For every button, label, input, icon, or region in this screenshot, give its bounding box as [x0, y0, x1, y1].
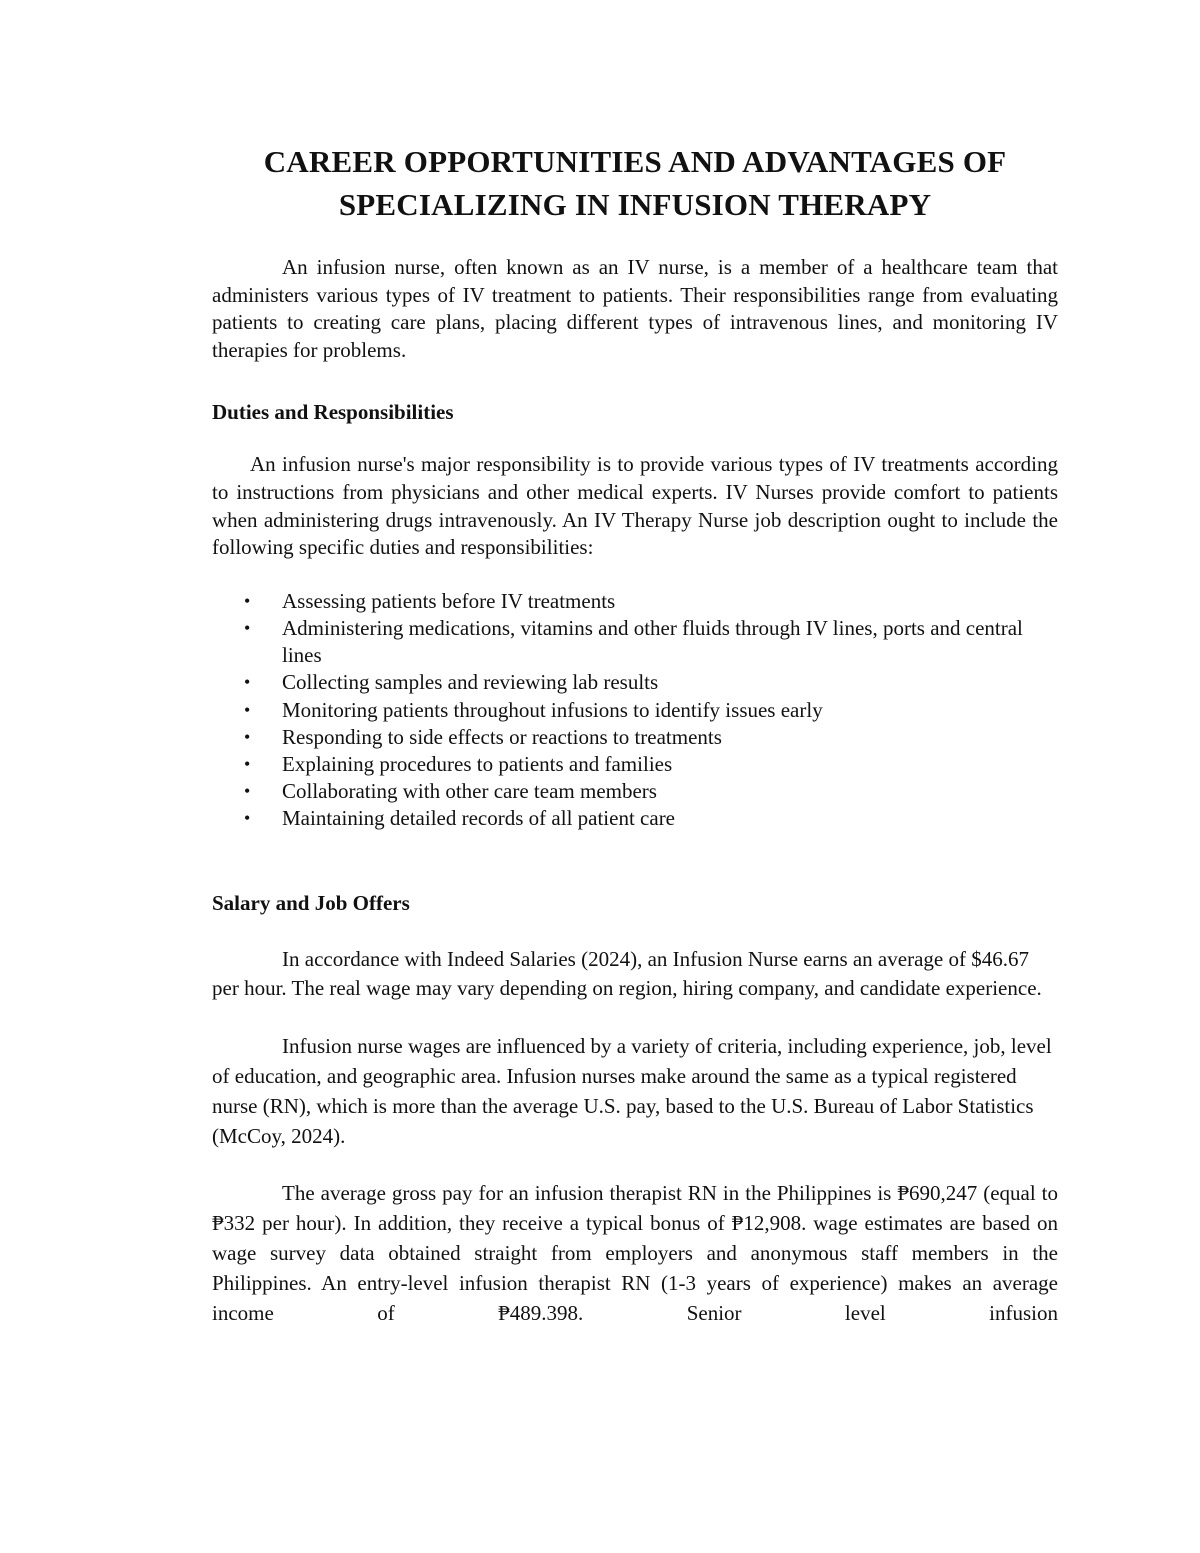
salary-heading: Salary and Job Offers	[212, 890, 410, 915]
title-line-1: CAREER OPPORTUNITIES AND ADVANTAGES OF	[263, 144, 1007, 179]
list-item	[212, 588, 1058, 615]
list-item-text: Collaborating with other care team members	[282, 779, 657, 804]
salary-paragraph-3: The average gross pay for an infusion therapist RN in the Philippines is ₱690,247 (equal to ₱332 per hour). In addition, they receive a typical bonus of ₱12,908. wage estimates are based on wage survey data obtained straight from employers and anonymous staff members in the Philippines. An entry-level infusion therapist RN (1-3 years of experience) makes an average income of ₱489.398. Senior level infusion	[212, 1181, 1058, 1325]
duties-list	[212, 588, 1058, 833]
page-title	[212, 140, 1058, 226]
list-item	[212, 724, 1058, 751]
list-item	[212, 778, 1058, 805]
bullet-icon: •	[244, 672, 251, 693]
salary-paragraph-1: In accordance with Indeed Salaries (2024), an Infusion Nurse earns an average of $46.67 per hour. The real wage may vary depending on region, hiring company, and candidate experience.	[212, 946, 1042, 1001]
bullet-icon: •	[244, 808, 251, 829]
bullet-icon: •	[244, 699, 251, 720]
bullet-icon: •	[244, 781, 251, 802]
list-item-text: Maintaining detailed records of all patient care	[282, 806, 676, 831]
list-item-text: Monitoring patients throughout infusions to identify issues early	[282, 697, 823, 722]
bullet-icon: •	[244, 590, 251, 611]
list-item	[212, 751, 1058, 778]
list-item	[212, 805, 1058, 832]
list-item	[212, 697, 1058, 724]
duties-heading: Duties and Responsibilities	[212, 400, 454, 425]
bullet-icon: •	[244, 726, 251, 747]
bullet-icon: •	[244, 617, 251, 638]
document-page	[212, 140, 1058, 1328]
list-item	[212, 669, 1058, 696]
title-line-2: SPECIALIZING IN INFUSION THERAPY	[338, 187, 932, 222]
list-item	[212, 615, 1058, 669]
list-item-text: Assessing patients before IV treatments	[282, 588, 616, 613]
list-item-text: Responding to side effects or reactions to treatments	[282, 724, 722, 749]
list-item-text: Administering medications, vitamins and other fluids through IV lines, ports and central lines	[282, 615, 1023, 668]
list-item-text: Collecting samples and reviewing lab results	[282, 670, 659, 695]
bullet-icon: •	[244, 753, 251, 774]
salary-paragraph-2: Infusion nurse wages are influenced by a variety of criteria, including experience, job, level of education, and geographic area. Infusion nurses make around the same as a typical registered nurse (RN), which is more than the average U.S. pay, based to the U.S. Bureau of Labor Statistics (McCoy, 2024).	[212, 1034, 1052, 1148]
duties-paragraph: An infusion nurse's major responsibility is to provide various types of IV treatments according to instructions from physicians and other medical experts. IV Nurses provide comfort to patients when administering drugs intravenously. An IV Therapy Nurse job description ought to include the following specific duties and responsibilities:	[212, 452, 1058, 560]
list-item-text: Explaining procedures to patients and families	[282, 751, 673, 776]
intro-paragraph: An infusion nurse, often known as an IV nurse, is a member of a healthcare team that administers various types of IV treatment to patients. Their responsibilities range from evaluating patients to creating care plans, placing different types of intravenous lines, and monitoring IV therapies for problems.	[212, 255, 1058, 362]
